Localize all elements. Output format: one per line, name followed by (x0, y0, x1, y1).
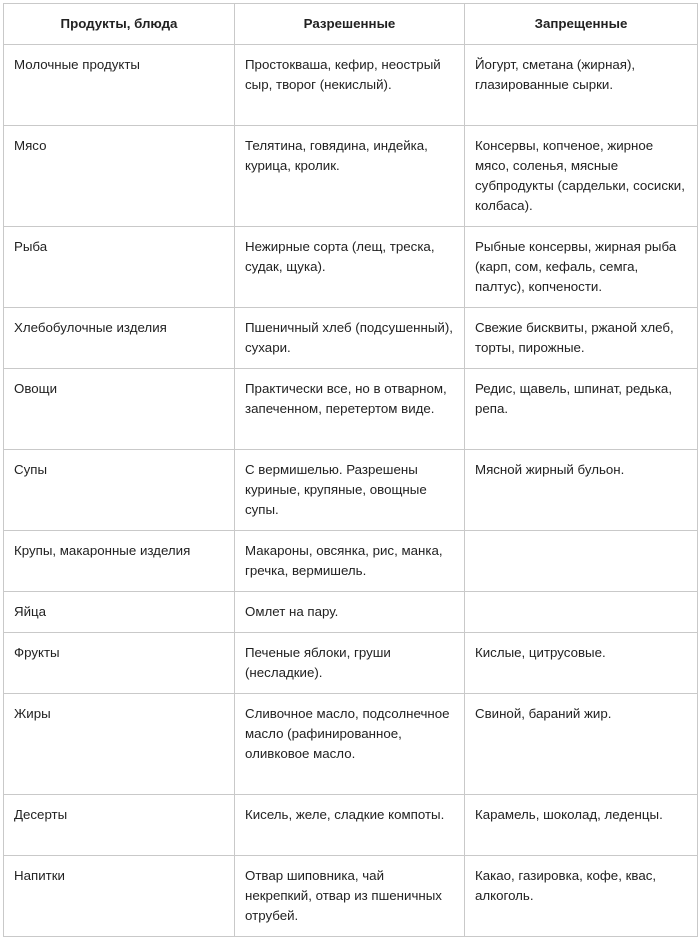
table-row (4, 592, 698, 633)
allowed-cell-text: Нежирные сорта (лещ, треска, судак, щука). (245, 239, 435, 274)
header-row (4, 4, 698, 45)
allowed-cell (235, 592, 465, 633)
allowed-cell (235, 694, 465, 795)
product-cell-text: Фрукты (14, 645, 60, 660)
allowed-cell-text: Простокваша, кефир, неострый сыр, творог (некислый). (245, 57, 441, 92)
table-row (4, 308, 698, 369)
table-row (4, 369, 698, 450)
forbidden-cell (465, 450, 698, 531)
table-row (4, 795, 698, 856)
forbidden-cell (465, 308, 698, 369)
forbidden-cell (465, 126, 698, 227)
header-allowed: Разрешенные (235, 4, 465, 45)
product-cell (4, 369, 235, 450)
allowed-cell (235, 633, 465, 694)
forbidden-cell (465, 45, 698, 126)
product-cell-text: Крупы, макаронные изделия (14, 543, 191, 558)
allowed-cell (235, 369, 465, 450)
product-cell (4, 694, 235, 795)
product-cell-text: Яйца (14, 604, 47, 619)
allowed-cell (235, 450, 465, 531)
product-cell (4, 592, 235, 633)
allowed-cell-text: Печеные яблоки, груши (несладкие). (245, 645, 391, 680)
forbidden-cell-text: Свежие бисквиты, ржаной хлеб, торты, пирожные. (475, 320, 674, 355)
product-cell (4, 227, 235, 308)
product-cell-text: Жиры (14, 706, 51, 721)
table-row (4, 45, 698, 126)
product-cell (4, 633, 235, 694)
product-cell-text: Овощи (14, 381, 58, 396)
product-cell (4, 795, 235, 856)
product-cell (4, 531, 235, 592)
table-body (4, 45, 698, 937)
allowed-cell-text: С вермишелью. Разрешены куриные, крупяные, овощные супы. (245, 462, 427, 517)
allowed-cell (235, 856, 465, 937)
allowed-cell (235, 308, 465, 369)
table-row (4, 126, 698, 227)
forbidden-cell (465, 592, 698, 633)
forbidden-cell (465, 795, 698, 856)
forbidden-cell-text: Карамель, шоколад, леденцы. (475, 807, 663, 822)
allowed-cell (235, 227, 465, 308)
forbidden-cell-text: Какао, газировка, кофе, квас, алкоголь. (475, 868, 657, 903)
diet-table (3, 3, 698, 937)
product-cell-text: Десерты (14, 807, 68, 822)
allowed-cell-text: Сливочное масло, подсолнечное масло (рафинированное, оливковое масло. (245, 706, 450, 761)
allowed-cell (235, 531, 465, 592)
table-row (4, 633, 698, 694)
forbidden-cell-text: Свиной, бараний жир. (475, 706, 612, 721)
header-forbidden: Запрещенные (465, 4, 698, 45)
table-header (4, 4, 698, 45)
product-cell-text: Мясо (14, 138, 47, 153)
product-cell-text: Рыба (14, 239, 48, 254)
table-row (4, 856, 698, 937)
forbidden-cell-text: Йогурт, сметана (жирная), глазированные сырки. (475, 57, 636, 92)
product-cell (4, 308, 235, 369)
allowed-cell-text: Макароны, овсянка, рис, манка, гречка, вермишель. (245, 543, 443, 578)
forbidden-cell (465, 856, 698, 937)
table-row (4, 450, 698, 531)
product-cell-text: Напитки (14, 868, 65, 883)
allowed-cell-text: Кисель, желе, сладкие компоты. (245, 807, 445, 822)
product-cell (4, 450, 235, 531)
allowed-cell (235, 45, 465, 126)
product-cell-text: Молочные продукты (14, 57, 140, 72)
forbidden-cell-text: Консервы, копченое, жирное мясо, соленья, мясные субпродукты (сардельки, сосиски, колбаса). (475, 138, 685, 213)
product-cell (4, 126, 235, 227)
forbidden-cell (465, 694, 698, 795)
forbidden-cell (465, 369, 698, 450)
allowed-cell-text: Пшеничный хлеб (подсушенный), сухари. (245, 320, 453, 355)
allowed-cell-text: Телятина, говядина, индейка, курица, кролик. (245, 138, 428, 173)
product-cell (4, 856, 235, 937)
forbidden-cell (465, 531, 698, 592)
forbidden-cell-text: Мясной жирный бульон. (475, 462, 625, 477)
forbidden-cell (465, 227, 698, 308)
table-row (4, 227, 698, 308)
forbidden-cell-text: Редис, щавель, шпинат, редька, репа. (475, 381, 673, 416)
product-cell (4, 45, 235, 126)
allowed-cell-text: Омлет на пару. (245, 604, 339, 619)
table-row (4, 694, 698, 795)
allowed-cell-text: Отвар шиповника, чай некрепкий, отвар из пшеничных отрубей. (245, 868, 442, 923)
product-cell-text: Супы (14, 462, 48, 477)
table-row (4, 531, 698, 592)
allowed-cell-text: Практически все, но в отварном, запеченном, перетертом виде. (245, 381, 447, 416)
allowed-cell (235, 126, 465, 227)
allowed-cell (235, 795, 465, 856)
header-products: Продукты, блюда (4, 4, 235, 45)
forbidden-cell-text: Рыбные консервы, жирная рыба (карп, сом, кефаль, семга, палтус), копчености. (475, 239, 677, 294)
product-cell-text: Хлебобулочные изделия (14, 320, 167, 335)
forbidden-cell-text: Кислые, цитрусовые. (475, 645, 606, 660)
forbidden-cell (465, 633, 698, 694)
